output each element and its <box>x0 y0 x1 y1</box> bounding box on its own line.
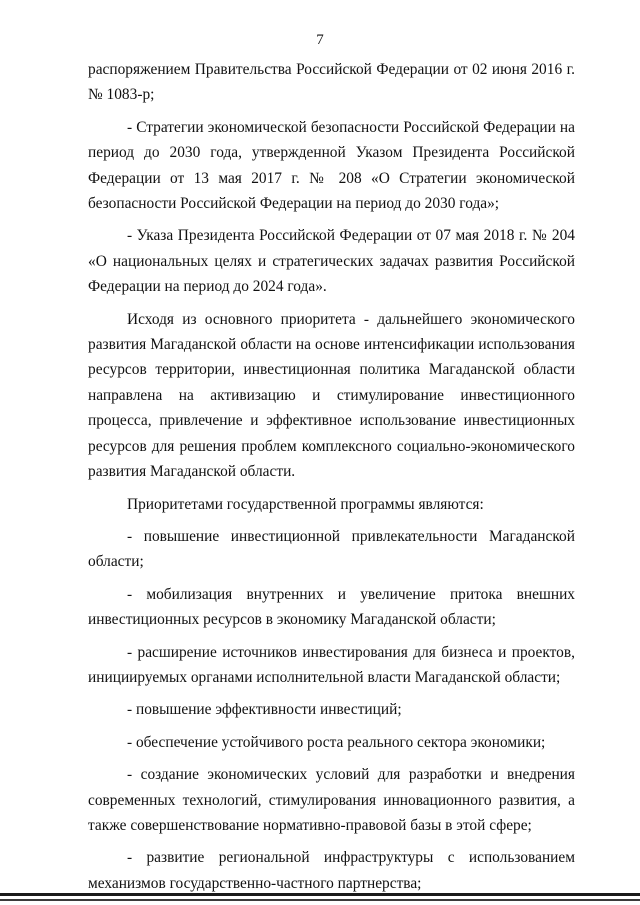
scan-edge-line <box>0 893 640 896</box>
paragraph: Исходя из основного приоритета - дальнейшего экономического развития Магаданской области на основе интенсификации использования ресурсов территории, инвестиционная политика Магаданской области направлена на активизацию и стимулирование инвестиционного процесса, привлечение и эффективное использование инвестиционных ресурсов для решения проблем комплексного социально-экономического развития Магаданской области. <box>88 310 575 481</box>
list-item: - мобилизация внутренних и увеличение притока внешних инвестиционных ресурсов в экономику Магаданской области; <box>88 585 575 629</box>
list-item: - Указа Президента Российской Федерации от 07 мая 2018 г. № 204 «О национальных целях и стратегических задачах развития Российской Федерации на период до 2024 года». <box>88 227 575 296</box>
page-number: 7 <box>316 32 324 48</box>
document-body <box>88 57 575 896</box>
list-item: - Стратегии экономической безопасности Российской Федерации на период до 2030 года, утвержденной Указом Президента Российской Федерации от 13 мая 2017 г. № 208 «О Стратегии экономической безопасности Российской Федерации на период до 2030 года»; <box>88 118 575 213</box>
scan-edge-line <box>0 899 640 901</box>
list-item: - обеспечение устойчивого роста реального сектора экономики; <box>127 733 546 751</box>
paragraph: распоряжением Правительства Российской Федерации от 02 июня 2016 г. № 1083-р; <box>88 61 575 104</box>
list-item: - расширение источников инвестирования для бизнеса и проектов, инициируемых органами исполнительной власти Магаданской области; <box>88 643 575 686</box>
paragraph: Приоритетами государственной программы являются: <box>127 495 484 513</box>
list-item: - создание экономических условий для разработки и внедрения современных технологий, стимулирования инновационного развития, а также совершенствование нормативно-правовой базы в этой сфере; <box>88 766 575 834</box>
list-item: - повышение эффективности инвестиций; <box>127 701 402 719</box>
list-item: - повышение инвестиционной привлекательности Магаданской области; <box>88 527 575 571</box>
list-item: - развитие региональной инфраструктуры с использованием механизмов государственно-частного партнерства; <box>88 849 575 892</box>
